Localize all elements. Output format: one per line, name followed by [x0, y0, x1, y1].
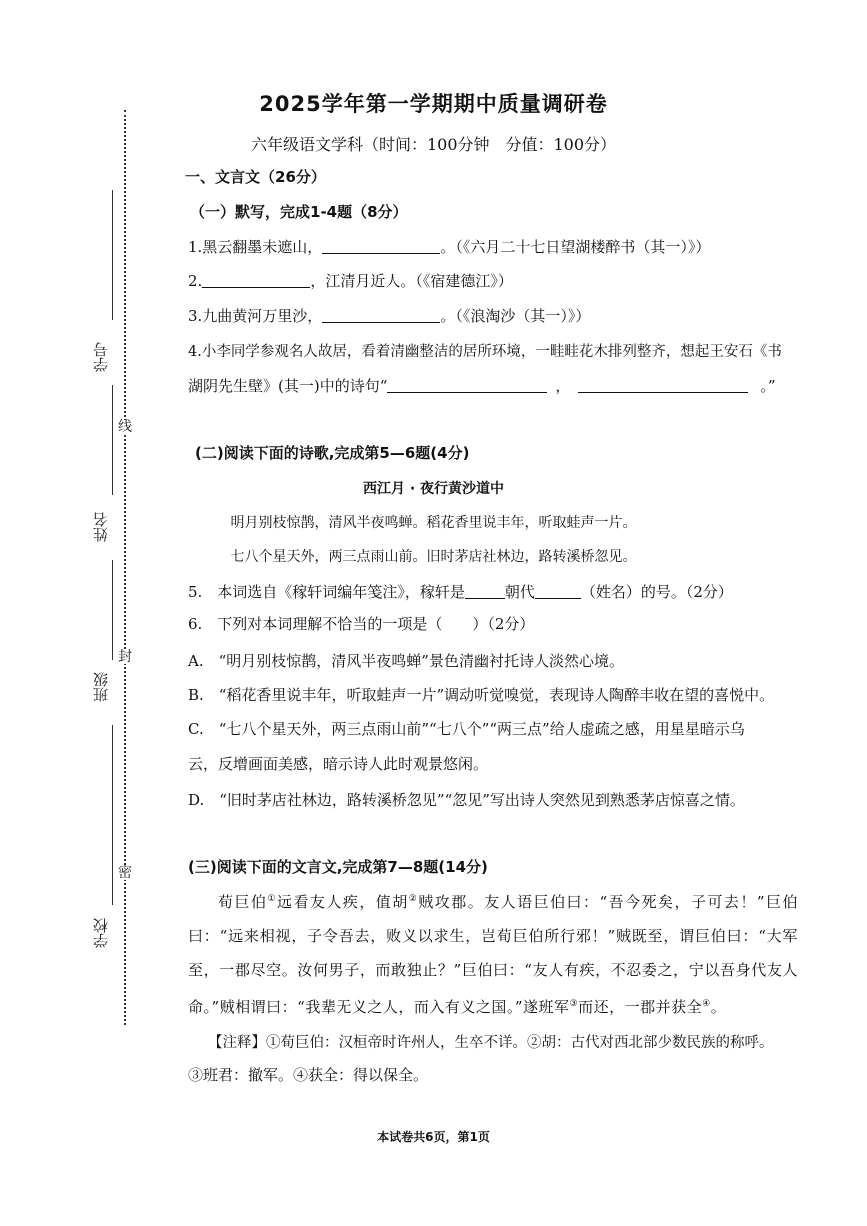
- school-label: 学校: [92, 918, 110, 948]
- exam-title: 2025学年第一学期期中质量调研卷: [259, 92, 608, 116]
- q4-text-a: 湖阴先生壁》(其一)中的诗句“: [188, 377, 388, 395]
- q3-text-b: 。（《浪淘沙（其一）》）: [440, 307, 591, 325]
- question-4-line1: 4.小李同学参观名人故居，看着清幽整洁的居所环境，一畦畦花木排列整齐，想起王安石《书: [188, 344, 782, 360]
- q5-dynasty-blank[interactable]: [465, 584, 505, 599]
- part1-heading: （一）默写，完成1-4题（8分）: [190, 203, 408, 221]
- part2-heading: (二)阅读下面的诗歌,完成第5—6题(4分): [195, 444, 470, 462]
- student-id-rule: [112, 190, 113, 320]
- passage-text-5: 。: [710, 998, 727, 1016]
- poem-line-1: 明月别枝惊鹊，清风半夜鸣蝉。稻花香里说丰年，听取蛙声一片。: [230, 515, 637, 531]
- passage-text-3: 贼攻郡。友人语巨伯曰：“吾今死矣，子可去！”巨伯曰：“远来相视，子令吾去，败义以求生，岂荀巨伯所行邪！”贼既至，谓巨伯曰：“大军至，一郡尽空。汝何男子，而敢独止？”巨伯曰：“友人有疾，不忍委之，宁以吾身代友人命。”贼相谓曰：“我辈无义之人，而入有义之国。”遂班军: [188, 893, 798, 1016]
- question-2: [188, 270, 513, 291]
- q5-text-a: 5. 本词选自《稼轩词编年笺注》，稼轩是: [188, 583, 465, 601]
- note-ref-1: ①: [267, 894, 277, 904]
- passage-text-2: 远看友人疾，值胡: [276, 893, 409, 911]
- exam-subtitle: 六年级语文学科（时间：100分钟 分值：100分）: [250, 135, 617, 154]
- note-ref-4: ④: [702, 999, 711, 1009]
- q2-answer-blank[interactable]: [202, 273, 310, 288]
- note-ref-2: ②: [408, 894, 419, 904]
- school-rule: [112, 725, 113, 905]
- q1-text-b: 。（《六月二十七日望湖楼醉书（其一）》）: [440, 238, 711, 256]
- question-3: [188, 305, 590, 326]
- option-d: D. “旧时茅店社林边，路转溪桥忽见”“忽见”写出诗人突然见到熟悉茅店惊喜之情。: [188, 791, 745, 809]
- binding-mark-seal: 封: [118, 649, 132, 665]
- q4-text-c: 。”: [760, 377, 776, 395]
- q2-text-a: 2.: [188, 272, 203, 290]
- q4-answer-blank-1[interactable]: [387, 378, 547, 393]
- option-a: A. “明月别枝惊鹊，清风半夜鸣蝉”景色清幽衬托诗人淡然心境。: [188, 652, 624, 670]
- section-heading: 一、文言文（26分）: [185, 168, 326, 186]
- note-ref-3: ③: [569, 999, 579, 1009]
- q1-text-a: 1.黑云翻墨未遮山，: [188, 238, 323, 256]
- part3-heading: (三)阅读下面的文言文,完成第7—8题(14分): [188, 858, 488, 876]
- binding-dotted-line: [124, 110, 126, 1025]
- question-6: 6. 下列对本词理解不恰当的一项是（ ）（2分）: [188, 615, 535, 633]
- name-label: 姓名: [92, 512, 110, 542]
- classical-passage: [188, 882, 798, 1024]
- notes-line-1: 【注释】①荀巨伯：汉桓帝时许州人，生卒不详。②胡：古代对西北部少数民族的称呼。: [208, 1035, 774, 1051]
- q4-text-b: ，: [555, 377, 571, 395]
- q3-answer-blank[interactable]: [322, 308, 440, 323]
- question-4-line2: [188, 375, 776, 396]
- passage-text-4: 而还，一郡并获全: [578, 998, 703, 1016]
- option-c-line1: C. “七八个星天外，两三点雨山前”“七八个”“两三点”给人虚疏之感，用星星暗示乌: [188, 720, 745, 738]
- q3-text-a: 3.九曲黄河万里沙，: [188, 307, 323, 325]
- poem-line-2: 七八个星天外，两三点雨山前。旧时茅店社林边，路转溪桥忽见。: [230, 549, 637, 565]
- q2-text-b: ，江清月近人。（《宿建德江》）: [310, 272, 513, 290]
- poem-title: 西江月 · 夜行黄沙道中: [362, 481, 505, 497]
- student-id-label: 学号: [92, 342, 110, 372]
- notes-line-2: ③班君：撤军。④获全：得以保全。: [188, 1066, 429, 1084]
- q5-text-c: （姓名）的号。（2分）: [580, 583, 733, 601]
- option-c-line2: 云，反增画面美感，暗示诗人此时观景悠闲。: [188, 755, 489, 773]
- page-footer: 本试卷共6页，第1页: [377, 1130, 490, 1144]
- question-5: [188, 581, 733, 602]
- q4-answer-blank-2[interactable]: [578, 378, 748, 393]
- q1-answer-blank[interactable]: [322, 239, 440, 254]
- question-1: [188, 236, 710, 257]
- q5-name-blank[interactable]: [535, 584, 581, 599]
- q5-text-b: 朝代: [504, 583, 535, 601]
- binding-mark-secret: 密: [118, 865, 132, 881]
- passage-text-1: 荀巨伯: [218, 893, 268, 911]
- class-label: 班级: [92, 672, 110, 702]
- binding-mark-line: 线: [118, 419, 132, 435]
- class-rule: [112, 560, 113, 660]
- option-b: B. “稻花香里说丰年，听取蛙声一片”调动听觉嗅觉，表现诗人陶醉丰收在望的喜悦中。: [188, 686, 775, 704]
